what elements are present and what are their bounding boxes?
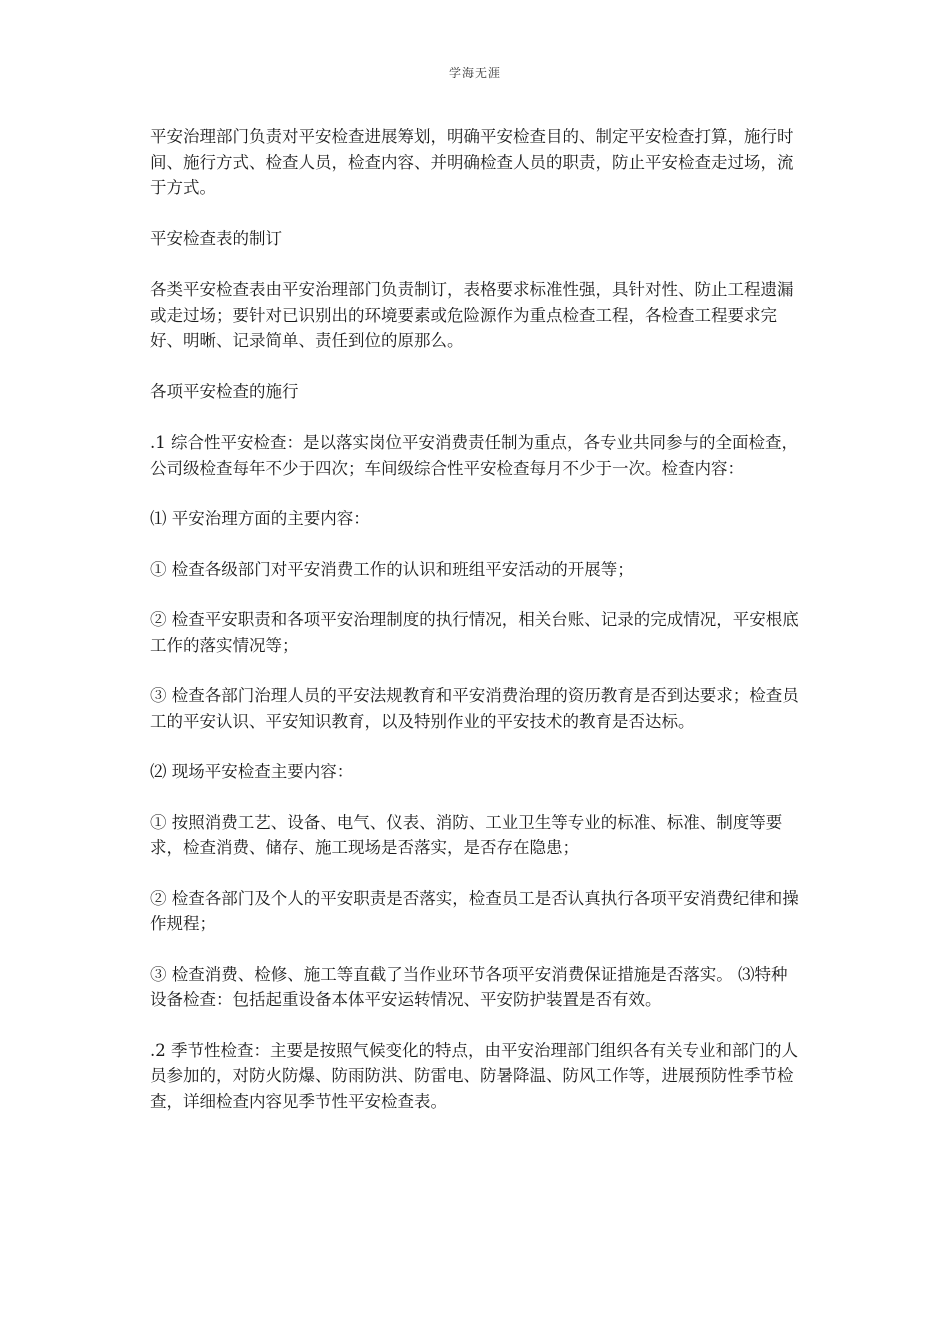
list-item: ② 检查平安职责和各项平安治理制度的执行情况，相关台账、记录的完成情况，平安根底工作的落实情况等； [150,610,799,655]
list-item: ① 检查各级部门对平安消费工作的认识和班组平安活动的开展等； [150,559,634,579]
paragraph-seasonal-check: .2 季节性检查：主要是按照气候变化的特点，由平安治理部门组织各有关专业和部门的人员参加的，对防火防爆、防雨防洪、防雷电、防暑降温、防风工作等，进展预防性季节检查，详细检查内容见季节性平安检查表。 [150,1040,798,1111]
paragraph-plan: 平安治理部门负责对平安检查进展筹划，明确平安检查目的、制定平安检查打算，施行时间、施行方式、检查人员，检查内容、并明确检查人员的职责，防止平安检查走过场，流于方式。 [150,127,794,197]
subheading-management: ⑴ 平安治理方面的主要内容： [150,509,370,528]
paragraph-checklist: 各类平安检查表由平安治理部门负责制订，表格要求标准性强，具针对性、防止工程遗漏或走过场；要针对已识别出的环境要素或危险源作为重点检查工程，各检查工程要求完好、明晰、记录简单、责任到位的原那么。 [150,280,794,350]
list-item: ③ 检查消费、检修、施工等直截了当作业环节各项平安消费保证措施是否落实。 ⑶特种设备检查：包括起重设备本体平安运转情况、平安防护装置是否有效。 [150,964,788,1009]
list-item: ② 检查各部门及个人的平安职责是否落实，检查员工是否认真执行各项平安消费纪律和操作规程； [150,888,799,933]
page-header: 学海无涯 [448,66,501,80]
section-heading-implementation: 各项平安检查的施行 [150,381,299,401]
section-heading-checklist: 平安检查表的制订 [150,228,282,248]
document-body [150,124,802,1139]
subheading-site-check: ⑵ 现场平安检查主要内容： [150,762,354,781]
list-item: ① 按照消费工艺、设备、电气、仪表、消防、工业卫生等专业的标准、标准、制度等要求，检查消费、储存、施工现场是否落实，是否存在隐患； [150,812,783,857]
list-item: ③ 检查各部门治理人员的平安法规教育和平安消费治理的资历教育是否到达要求；检查员工的平安认识、平安知识教育，以及特别作业的平安技术的教育是否达标。 [150,686,799,731]
paragraph-comprehensive-check: .1 综合性平安检查：是以落实岗位平安消费责任制为重点，各专业共同参与的全面检查，公司级检查每年不少于四次；车间级综合性平安检查每月不少于一次。检查内容： [150,433,798,478]
